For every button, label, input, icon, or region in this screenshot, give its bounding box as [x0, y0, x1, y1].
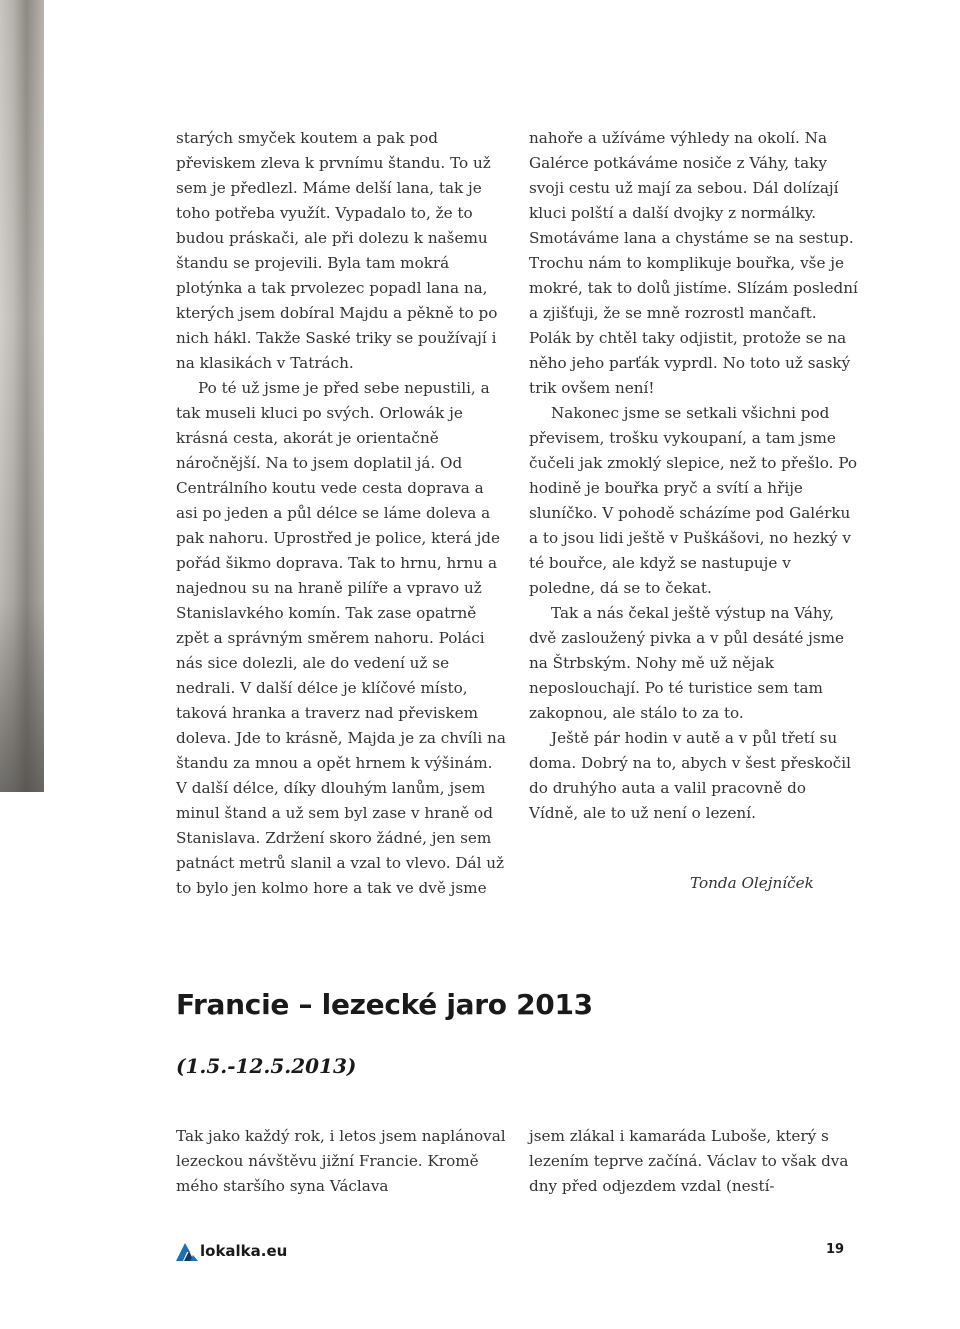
logo-text: lokalka.eu	[200, 1242, 288, 1260]
article-right-column	[529, 1124, 859, 1199]
paragraph: Nakonec jsme se setkali všichni pod převisem, trošku vykoupaní, a tam jsme čučeli jak zmoklý slepice, než to přešlo. Po hodině je bouřka pryč a svítí a hřije sluníčko. V pohodě scházíme pod Galérku a to jsou lidi ještě v Puškášovi, no hezký v té bouřce, ale když se nastupuje v poledne, dá se to čekat.	[529, 404, 858, 597]
paragraph: Ještě pár hodin v autě a v půl třetí su doma. Dobrý na to, abych v šest přeskočil do druhýho auta a valil pracovně do Vídně, ale to už není o lezení.	[529, 729, 851, 822]
author-signature: Tonda Olejníček	[690, 874, 814, 892]
paragraph: Tak jako každý rok, i letos jsem naplánoval lezeckou návštěvu jižní Francie. Kromě mého staršího syna Václava	[176, 1127, 506, 1195]
lokalka-logo[interactable]	[176, 1240, 287, 1262]
paragraph: starých smyček koutem a pak pod převiskem zleva k prvnímu štandu. To už sem je předlezl. Máme delší lana, tak je toho potřeba využít. Vypadalo to, že to budou práskači, ale při dolezu k našemu štandu se projevili. Byla tam mokrá plotýnka a tak prvolezec popadl lana na, kterých jsem dobíral Majdu a pěkně to po nich hákl. Takže Saské triky se používají i na klasikách v Tatrách.	[176, 129, 498, 372]
left-text-column	[176, 126, 506, 901]
article-title: Francie – lezecké jaro 2013	[176, 988, 593, 1021]
right-text-column	[529, 126, 859, 826]
paragraph: Tak a nás čekal ještě výstup na Váhy, dvě zasloužený pivka a v půl desáté jsme na Štrbským. Nohy mě už nějak neposlouchají. Po té turistice sem tam zakopnou, ale stálo to za to.	[529, 604, 845, 722]
mountain-logo-icon	[176, 1241, 198, 1261]
photo-strip	[0, 0, 44, 792]
paragraph: Po té už jsme je před sebe nepustili, a tak museli kluci po svých. Orlowák je krásná cesta, akorát je orientačně náročnější. Na to jsem doplatil já. Od Centrálního koutu vede cesta doprava a asi po jeden a půl délce se láme doleva a pak nahoru. Uprostřed je police, která jde pořád šikmo doprava. Tak to hrnu, hrnu a najednou su na hraně pilíře a vpravo už Stanislavkého komín. Tak zase opatrně zpět a správným směrem nahoru. Poláci nás sice dolezli, ale do vedení už se nedrali. V další délce je klíčové místo, taková hranka a traverz nad převiskem doleva. Jde to krásně, Majda je za chvíli na štandu za mnou a opět hrnem k výšinám. V další délce, díky dlouhým lanům, jsem minul štand a už sem byl zase v hraně od Stanislava. Zdržení skoro žádné, jen sem patnáct metrů slanil a vzal to vlevo. Dál už to bylo jen kolmo hore a tak ve dvě jsme	[176, 379, 506, 897]
page-number: 19	[826, 1242, 845, 1257]
paragraph: jsem zlákal i kamaráda Luboše, který s lezením teprve začíná. Václav to však dva dny před odjezdem vzdal (nestí-	[529, 1127, 849, 1195]
article-left-column	[176, 1124, 506, 1199]
article-dates: (1.5.-12.5.2013)	[176, 1054, 357, 1078]
paragraph: nahoře a užíváme výhledy na okolí. Na Galérce potkáváme nosiče z Váhy, taky svoji cestu už mají za sebou. Dál dolízají kluci polští a další dvojky z normálky. Smotáváme lana a chystáme se na sestup. Trochu nám to komplikuje bouřka, vše je mokré, tak to dolů jistíme. Slízám poslední a zjišťuji, že se mně rozrostl mančaft. Polák by chtěl taky odjistit, protože se na něho jeho parťák vyprdl. No toto už saský trik ovšem není!	[529, 129, 858, 397]
